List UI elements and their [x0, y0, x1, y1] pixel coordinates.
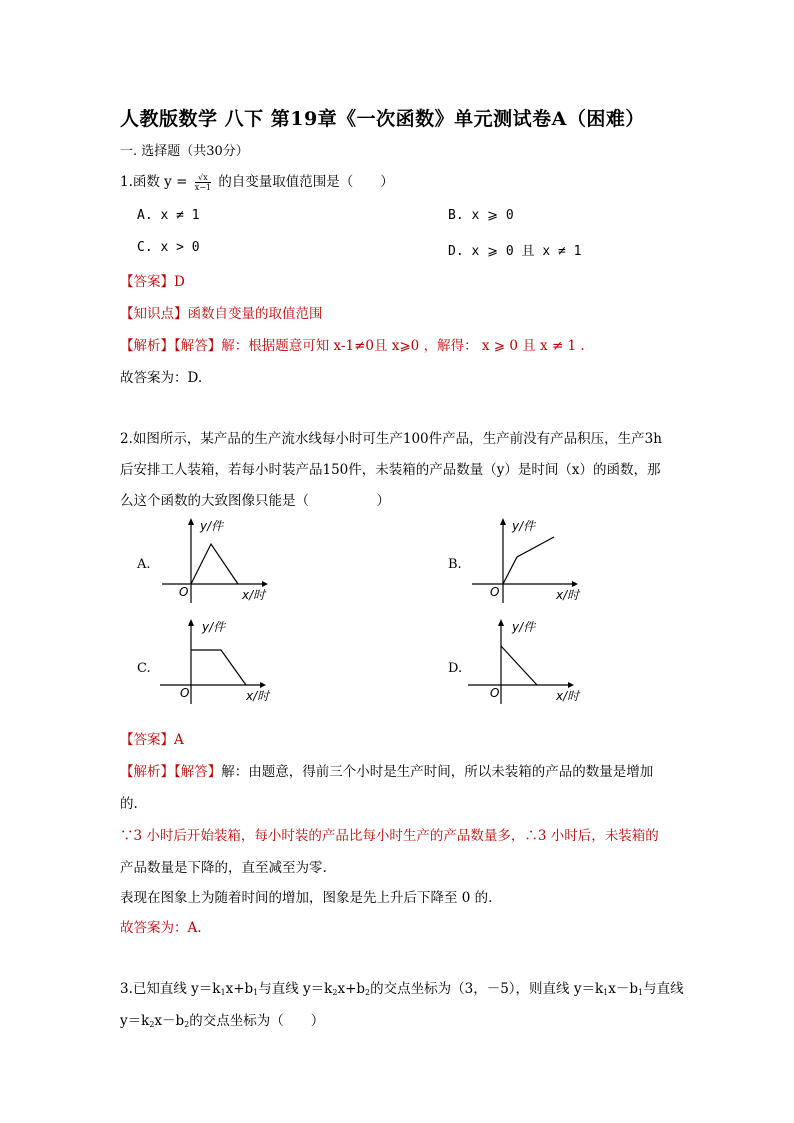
q3-subscript: 1 [603, 988, 609, 997]
q3-text: x－b [608, 981, 639, 997]
q2-analysis-line5: 表现在图象上为随着时间的增加，图象是先上升后下降至 0 的. [120, 890, 493, 906]
q1-option-b[interactable]: B. x ⩾ 0 [448, 208, 514, 223]
q3-subscript: 2 [184, 1020, 190, 1029]
q1-analysis-label: 【解析】【解答】 [120, 338, 222, 354]
q3-subscript: 1 [253, 988, 259, 997]
q1-option-c[interactable]: C. x > 0 [137, 240, 200, 255]
q2-graph-a-origin: O [179, 585, 189, 599]
q1-suffix: 的自变量取值范围是（ ） [218, 174, 394, 190]
q2-stem-line3: 么这个函数的大致图像只能是（ ） [120, 493, 390, 509]
q3-subscript: 2 [332, 988, 338, 997]
section-heading: 一. 选择题（共30分） [120, 144, 249, 159]
q2-graph-a-label[interactable]: A. [137, 557, 151, 572]
q3-text: 3.已知直线 y＝k [120, 981, 221, 997]
q2-graph-d-x-label: x/时 [556, 689, 580, 703]
q3-subscript: 2 [149, 1020, 155, 1029]
q3-stem-line1 [120, 977, 684, 997]
q2-analysis-text: 解：由题意，得前三个小时是生产时间，所以未装箱的产品的数量是增加 [221, 764, 654, 780]
q2-graph-b-x-label: x/时 [556, 588, 580, 602]
q3-subscript: 1 [638, 988, 644, 997]
page-title: 人教版数学 八下 第19章《一次函数》单元测试卷A（困难） [120, 108, 645, 130]
q1-fraction [195, 173, 211, 192]
q3-text: x－b [154, 1013, 185, 1029]
q2-graph-a-y-label: y/件 [200, 519, 224, 533]
q1-analysis [120, 334, 585, 354]
q3-stem-line2 [120, 1009, 324, 1029]
q1-option-a[interactable]: A. x ≠ 1 [137, 208, 200, 223]
q2-graph-c-origin: O [180, 686, 190, 700]
q3-text: x+b [337, 981, 366, 997]
q1-prefix: 1.函数 y = [120, 174, 188, 190]
q2-analysis-line3: ∵3 小时后开始装箱，每小时装的产品比每小时生产的产品数量多，∴3 小时后，未装箱的 [120, 828, 659, 844]
q3-text: 的交点坐标为（ ） [189, 1013, 325, 1029]
q3-subscript: 1 [220, 988, 226, 997]
q1-option-d[interactable]: D. x ⩾ 0 且 x ≠ 1 [448, 244, 582, 259]
q3-text: 与直线 [643, 981, 684, 997]
q2-graph-b-y-label: y/件 [512, 519, 536, 533]
q2-analysis-line2: 的. [120, 796, 138, 812]
q1-analysis-text: 解：根据题意可知 x-1≠0且 x⩾0 ，解得： x ⩾ 0 且 x ≠ 1 . [221, 338, 585, 354]
function-graph [503, 537, 554, 584]
q2-analysis-label: 【解析】【解答】 [120, 764, 222, 780]
q2-graph-d-origin: O [490, 686, 500, 700]
q2-graph-d-label[interactable]: D. [448, 661, 463, 676]
y-axis-arrow-icon [188, 619, 194, 626]
q1-conclusion: 故答案为：D. [120, 370, 203, 386]
q1-answer: 【答案】D [120, 274, 185, 290]
q2-graph-c-label[interactable]: C. [137, 661, 151, 676]
q3-subscript: 2 [365, 988, 371, 997]
q2-graph-a-x-label: x/时 [242, 588, 266, 602]
q2-conclusion: 故答案为：A. [120, 920, 202, 936]
q3-text: x+b [225, 981, 254, 997]
function-graph [191, 544, 238, 584]
q1-stem [120, 170, 394, 192]
q1-fraction-denominator: x−1 [194, 183, 212, 192]
q2-analysis-line4: 产品数量是下降的，直至减至为零. [120, 860, 327, 876]
q2-analysis-line1 [120, 760, 653, 780]
y-axis-arrow-icon [188, 518, 194, 525]
q3-text: 与直线 y＝k [258, 981, 333, 997]
q2-graph-c-y-label: y/件 [202, 620, 226, 634]
q2-graph-c-x-label: x/时 [246, 689, 270, 703]
function-graph [191, 650, 246, 685]
q3-text: 的交点坐标为（3，－5），则直线 y＝k [370, 981, 604, 997]
q3-text: y＝k [120, 1013, 150, 1029]
q2-graph-b-origin: O [490, 585, 500, 599]
q2-graph-b-label[interactable]: B. [448, 557, 462, 572]
q2-answer: 【答案】A [120, 732, 184, 748]
q1-knowledge-point: 【知识点】函数自变量的取值范围 [120, 306, 323, 322]
q2-stem-line1: 2.如图所示，某产品的生产流水线每小时可生产100件产品，生产前没有产品积压，生产3h [120, 431, 662, 447]
function-graph [501, 646, 537, 685]
y-axis-arrow-icon [498, 619, 504, 626]
q2-graph-d-y-label: y/件 [512, 620, 536, 634]
q2-stem-line2: 后安排工人装箱，若每小时装产品150件，未装箱的产品数量（y）是时间（x）的函数，那 [120, 462, 661, 478]
q1-fraction-numerator: √x [195, 173, 211, 183]
y-axis-arrow-icon [500, 518, 506, 525]
